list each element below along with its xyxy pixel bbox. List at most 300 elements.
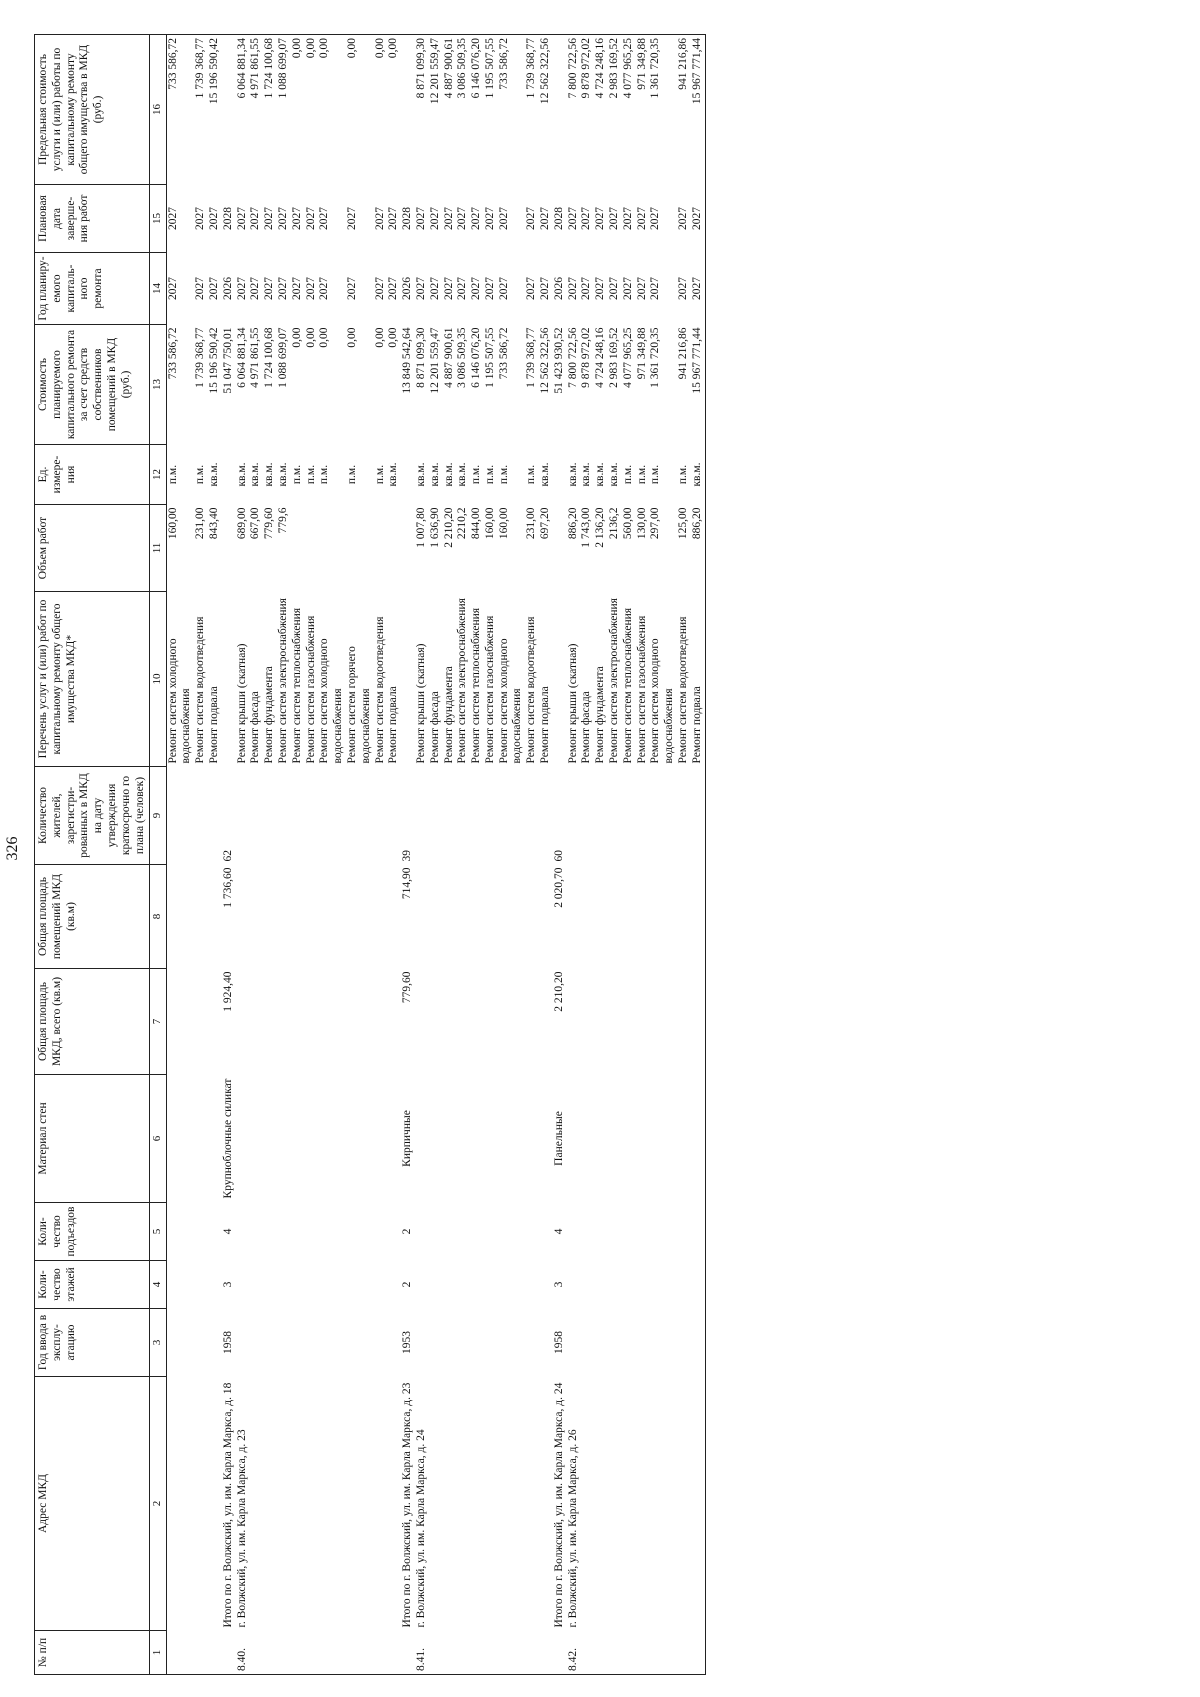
floors-cell [346,1261,374,1309]
work-volume-cell: 779,60 [263,507,276,540]
wall-material-cell [470,1075,484,1203]
residents-cell [594,767,608,865]
work-type-cell: Ремонт систем теплоснабжения [621,607,634,764]
max-cost-cell: 12 562 322,56 [539,35,553,185]
col-number: 5 [150,1203,166,1261]
max-cost-cell: 6 146 076,20 [470,35,484,185]
total-area-cell [277,969,291,1075]
row-number-cell: 8.42. [567,1631,581,1675]
year-built-cell [622,1309,636,1377]
row-number-cell: 8.41. [415,1631,429,1675]
col-header: Ед. измере- ния [35,445,150,505]
wall-material-cell [429,1075,443,1203]
repair-year-cell: 2027 [304,277,317,300]
residents-cell [443,767,457,865]
repair-year-cell: 2027 [483,277,496,300]
row-number-cell [484,1631,498,1675]
table-row [580,35,594,1675]
unit-cell: кв.м. [580,462,593,487]
entrances-cell [194,1203,208,1261]
wall-material-cell [277,1075,291,1203]
year-built-cell [277,1309,291,1377]
max-cost-cell: 15 967 771,44 [691,35,705,185]
premises-area-cell [429,865,443,969]
floors-cell [677,1261,691,1309]
planned-cost-cell: 0,00 [373,327,386,348]
repair-year-cell: 2027 [414,277,427,300]
table-row [236,35,250,1675]
planned-cost-cell: 8 871 099,30 [414,327,427,388]
max-cost-cell: 7 800 722,56 [567,35,581,185]
residents-cell [291,767,305,865]
table-row [277,35,291,1675]
planned-cost-cell: 6 146 076,20 [470,327,483,388]
unit-cell: кв.м. [414,462,427,487]
completion-date-cell: 2027 [677,207,690,230]
work-volume-cell: 697,20 [539,507,552,540]
row-number-cell [456,1631,470,1675]
table-row [194,35,208,1675]
floors-cell [194,1261,208,1309]
repair-year-cell: 2027 [566,277,579,300]
unit-cell: кв.м. [608,462,621,487]
premises-area-cell [318,865,346,969]
unit-cell: п.м. [345,464,358,485]
total-area-cell [374,969,388,1075]
wall-material-cell [249,1075,263,1203]
planned-cost-cell: 6 064 881,34 [235,327,248,388]
row-number-cell [222,1631,236,1675]
work-volume-cell [222,505,236,592]
work-type-cell: Ремонт подвала [539,686,552,764]
max-cost-cell: 15 196 590,42 [208,35,222,185]
residents-cell: 60 [552,850,565,862]
total-area-cell [636,969,650,1075]
max-cost-cell: 1 195 507,55 [484,35,498,185]
total-area-cell [622,969,636,1075]
repair-year-cell: 2026 [401,277,414,300]
completion-date-cell: 2027 [304,207,317,230]
premises-area-cell [649,865,677,969]
table-row [318,35,346,1675]
residents-cell [525,767,539,865]
completion-date-cell: 2027 [539,207,552,230]
premises-area-cell: 1 736,60 [221,867,234,908]
row-number-cell [608,1631,622,1675]
total-area-cell: 1 924,40 [221,971,234,1012]
address-cell: Итого по г. Волжский, ул. им. Карла Маркса, д. 24 [552,1382,565,1628]
work-type-cell: Ремонт систем электроснабжения [456,598,469,764]
table-row [594,35,608,1675]
address-cell [622,1377,636,1631]
residents-cell: 39 [401,850,414,862]
total-area-cell [484,969,498,1075]
address-cell [677,1377,691,1631]
residents-cell [498,767,526,865]
floors-cell [539,1261,553,1309]
col-number: 15 [150,185,166,253]
year-built-cell [415,1309,429,1377]
work-type-cell: Ремонт систем водоотведения [373,616,386,764]
table-row [470,35,484,1675]
work-type-cell: Ремонт крыши (скатная) [566,643,579,764]
planned-cost-cell: 4 077 965,25 [621,327,634,388]
row-number-cell [470,1631,484,1675]
table-row [429,35,443,1675]
year-built-cell [291,1309,305,1377]
total-area-cell [194,969,208,1075]
work-type-cell: Ремонт систем холодного водоснабжения [318,638,345,764]
table-row [249,35,263,1675]
wall-material-cell [539,1075,553,1203]
repair-year-cell: 2027 [373,277,386,300]
floors-cell [484,1261,498,1309]
work-volume-cell [553,505,567,592]
unit-cell: кв.м. [387,462,400,487]
total-area-cell [305,969,319,1075]
work-volume-cell: 886,20 [691,505,705,592]
completion-date-cell: 2027 [345,207,358,230]
entrances-cell [277,1203,291,1261]
unit-cell: п.м. [194,464,207,485]
premises-area-cell [484,865,498,969]
unit-cell: п.м. [290,464,303,485]
floors-cell [318,1261,346,1309]
work-type-cell: Ремонт систем холодного водоснабжения [497,638,524,764]
floors-cell: 2 [401,1281,414,1288]
work-type-cell: Ремонт систем электроснабжения [608,598,621,764]
completion-date-cell: 2028 [221,207,234,230]
floors-cell: 3 [221,1281,234,1288]
completion-date-cell: 2028 [552,207,565,230]
work-type-cell: Ремонт фасада [249,691,262,764]
row-number-cell [429,1631,443,1675]
unit-cell [401,445,415,505]
repair-year-cell: 2027 [276,277,289,300]
table-row [291,35,305,1675]
col-header: Плановая дата заверше- ния работ [35,185,150,253]
address-cell [636,1377,650,1631]
entrances-cell [291,1203,305,1261]
completion-date-cell: 2027 [249,207,262,230]
max-cost-cell: 1 739 368,77 [525,35,539,185]
repair-year-cell: 2027 [428,277,441,300]
wall-material-cell: Панельные [552,1111,565,1166]
wall-material-cell [318,1075,346,1203]
planned-cost-cell: 1 361 720,35 [649,327,662,388]
address-cell [594,1377,608,1631]
row-number-cell [553,1631,567,1675]
wall-material-cell [443,1075,457,1203]
floors-cell [525,1261,539,1309]
table-row [622,35,636,1675]
entrances-cell [622,1203,636,1261]
max-cost-cell: 0,00 [374,35,388,185]
wall-material-cell [691,1075,705,1203]
unit-cell: п.м. [166,464,179,485]
address-cell: г. Волжский, ул. им. Карла Маркса, д. 24 [414,1429,427,1628]
wall-material-cell [208,1075,222,1203]
work-volume-cell: 2210,2 [456,507,469,540]
entrances-cell [263,1203,277,1261]
entrances-cell [608,1203,622,1261]
residents-cell [318,767,346,865]
completion-date-cell: 2027 [276,207,289,230]
header-row [35,35,150,1675]
floors-cell [608,1261,622,1309]
year-built-cell [443,1309,457,1377]
residents-cell [539,767,553,865]
entrances-cell: 4 [221,1228,234,1235]
planned-cost-cell: 2 983 169,52 [608,327,621,388]
address-cell [249,1377,263,1631]
entrances-cell [594,1203,608,1261]
row-number-cell: 8.40. [236,1631,250,1675]
wall-material-cell [387,1075,401,1203]
work-type-cell: Ремонт систем водоотведения [525,616,538,764]
completion-date-cell: 2027 [635,207,648,230]
residents-cell [346,767,374,865]
floors-cell: 3 [552,1281,565,1288]
year-built-cell [525,1309,539,1377]
premises-area-cell [456,865,470,969]
planned-cost-cell: 0,00 [290,327,303,348]
work-volume-cell [291,505,305,592]
row-number-cell [387,1631,401,1675]
unit-cell: п.м. [635,464,648,485]
residents-cell [484,767,498,865]
completion-date-cell: 2028 [401,207,414,230]
entrances-cell [443,1203,457,1261]
repair-year-cell: 2027 [691,253,705,325]
planned-cost-cell: 1 088 699,07 [276,327,289,388]
work-type-cell: Ремонт систем газоснабжения [635,615,648,764]
row-number-cell [622,1631,636,1675]
max-cost-cell: 1 724 100,68 [263,35,277,185]
max-cost-cell: 9 878 972,02 [580,35,594,185]
repair-year-cell: 2027 [166,277,179,300]
address-cell [387,1377,401,1631]
row-number-cell [346,1631,374,1675]
entrances-cell [691,1203,705,1261]
work-volume-cell: 689,00 [235,507,248,540]
residents-cell [305,767,319,865]
col-number: 16 [150,35,166,185]
unit-cell: п.м. [373,464,386,485]
col-number: 6 [150,1075,166,1203]
premises-area-cell [470,865,484,969]
wall-material-cell [346,1075,374,1203]
wall-material-cell [291,1075,305,1203]
unit-cell: кв.м. [442,462,455,487]
max-cost-cell: 1 739 368,77 [194,35,208,185]
residents-cell [415,767,429,865]
wall-material-cell [263,1075,277,1203]
entrances-cell [305,1203,319,1261]
col-header: Стоимость планируемого капитального ремонта за счет средств собственников помещений в МКД (руб.) [35,325,150,445]
completion-date-cell: 2027 [649,207,662,230]
planned-cost-cell: 3 086 509,35 [456,327,469,388]
residents-cell [580,767,594,865]
total-area-cell [429,969,443,1075]
repair-year-cell: 2026 [221,277,234,300]
work-volume-cell: 1 743,00 [580,507,593,548]
total-area-cell [346,969,374,1075]
address-cell [498,1377,526,1631]
total-area-cell [387,969,401,1075]
row-number-cell [539,1631,553,1675]
entrances-cell [636,1203,650,1261]
total-area-cell [649,969,677,1075]
work-volume-cell: 231,00 [194,507,207,540]
address-cell [429,1377,443,1631]
unit-cell: п.м. [483,464,496,485]
residents-cell [236,767,250,865]
unit-cell: п.м. [621,464,634,485]
unit-cell: кв.м. [594,462,607,487]
repair-year-cell: 2027 [345,277,358,300]
work-type-cell: Ремонт фасада [580,691,593,764]
entrances-cell [677,1203,691,1261]
year-built-cell: 1953 [401,1331,414,1354]
completion-date-cell: 2027 [428,207,441,230]
year-built-cell: 1958 [552,1331,565,1354]
max-cost-cell: 8 871 099,30 [415,35,429,185]
col-header: Коли- чество подъездов [35,1203,150,1261]
address-cell [263,1377,277,1631]
completion-date-cell: 2027 [194,207,207,230]
premises-area-cell [166,865,194,969]
floors-cell [498,1261,526,1309]
address-cell: г. Волжский, ул. им. Карла Маркса, д. 26 [566,1429,579,1628]
planned-cost-cell: 0,00 [304,327,317,348]
repair-year-cell: 2027 [249,277,262,300]
year-built-cell [318,1309,346,1377]
completion-date-cell: 2027 [456,207,469,230]
entrances-cell [484,1203,498,1261]
col-header: Адрес МКД [35,1377,150,1631]
floors-cell [166,1261,194,1309]
unit-cell: кв.м. [207,462,220,487]
premises-area-cell [443,865,457,969]
repair-year-cell: 2027 [539,277,552,300]
premises-area-cell [263,865,277,969]
total-row [553,35,567,1675]
floors-cell [291,1261,305,1309]
floors-cell [387,1261,401,1309]
planned-cost-cell: 15 196 590,42 [207,327,220,394]
col-number: 12 [150,445,166,505]
work-volume-cell: 130,00 [635,507,648,540]
unit-cell: п.м. [525,464,538,485]
max-cost-cell: 1 361 720,35 [649,35,677,185]
address-cell [608,1377,622,1631]
premises-area-cell [622,865,636,969]
year-built-cell [498,1309,526,1377]
address-cell [346,1377,374,1631]
year-built-cell [594,1309,608,1377]
entrances-cell [346,1203,374,1261]
entrances-cell: 2 [401,1228,414,1235]
work-volume-cell: 160,00 [497,507,510,540]
row-number-cell [594,1631,608,1675]
work-type-cell: Ремонт фундамента [594,666,607,764]
address-cell [456,1377,470,1631]
year-built-cell [346,1309,374,1377]
planned-cost-cell: 51 423 930,52 [552,327,565,394]
entrances-cell [236,1203,250,1261]
col-header: Перечень услуг и (или) работ по капитальному ремонту общего имущества МКД* [35,592,150,767]
year-built-cell [691,1309,705,1377]
col-number: 7 [150,969,166,1075]
premises-area-cell [387,865,401,969]
wall-material-cell [305,1075,319,1203]
table-row [608,35,622,1675]
col-number: 8 [150,865,166,969]
completion-date-cell: 2027 [566,207,579,230]
unit-cell [222,445,236,505]
unit-cell: п.м. [649,464,662,485]
table-row [677,35,691,1675]
row-number-cell [498,1631,526,1675]
work-type-cell: Ремонт крыши (скатная) [414,643,427,764]
unit-cell: кв.м. [235,462,248,487]
wall-material-cell [594,1075,608,1203]
row-number-cell [636,1631,650,1675]
work-type-cell: Ремонт систем водоотведения [677,616,690,764]
table-row [456,35,470,1675]
entrances-cell [387,1203,401,1261]
work-volume-cell: 125,00 [677,507,690,540]
planned-cost-cell: 4 724 248,16 [594,327,607,388]
col-number: 11 [150,505,166,592]
floors-cell [277,1261,291,1309]
wall-material-cell [415,1075,429,1203]
unit-cell: кв.м. [456,462,469,487]
max-cost-cell: 3 086 509,35 [456,35,470,185]
work-type-cell [222,592,236,767]
row-number-cell [291,1631,305,1675]
max-cost-cell: 6 064 881,34 [236,35,250,185]
table-row [636,35,650,1675]
work-type-cell: Ремонт подвала [387,686,400,764]
col-header: Общая площадь помещений МКД (кв.м) [35,865,150,969]
year-built-cell [305,1309,319,1377]
address-cell [291,1377,305,1631]
year-built-cell [677,1309,691,1377]
address-cell [649,1377,677,1631]
row-number-cell [374,1631,388,1675]
col-header: Год ввода в эксплу- атацию [35,1309,150,1377]
planned-cost-cell: 4 971 861,55 [249,327,262,388]
residents-cell [208,767,222,865]
premises-area-cell [691,865,705,969]
repair-year-cell: 2027 [470,277,483,300]
planned-cost-cell: 12 201 559,47 [428,327,441,394]
work-type-cell: Ремонт систем газоснабжения [483,615,496,764]
row-number-cell [277,1631,291,1675]
col-number: 2 [150,1377,166,1631]
row-number-cell [580,1631,594,1675]
floors-cell [691,1261,705,1309]
repair-year-cell: 2027 [525,277,538,300]
address-cell [194,1377,208,1631]
planned-cost-cell: 941 216,86 [677,327,690,380]
completion-date-cell: 2027 [207,207,220,230]
total-area-cell [415,969,429,1075]
premises-area-cell [249,865,263,969]
row-number-cell [649,1631,677,1675]
